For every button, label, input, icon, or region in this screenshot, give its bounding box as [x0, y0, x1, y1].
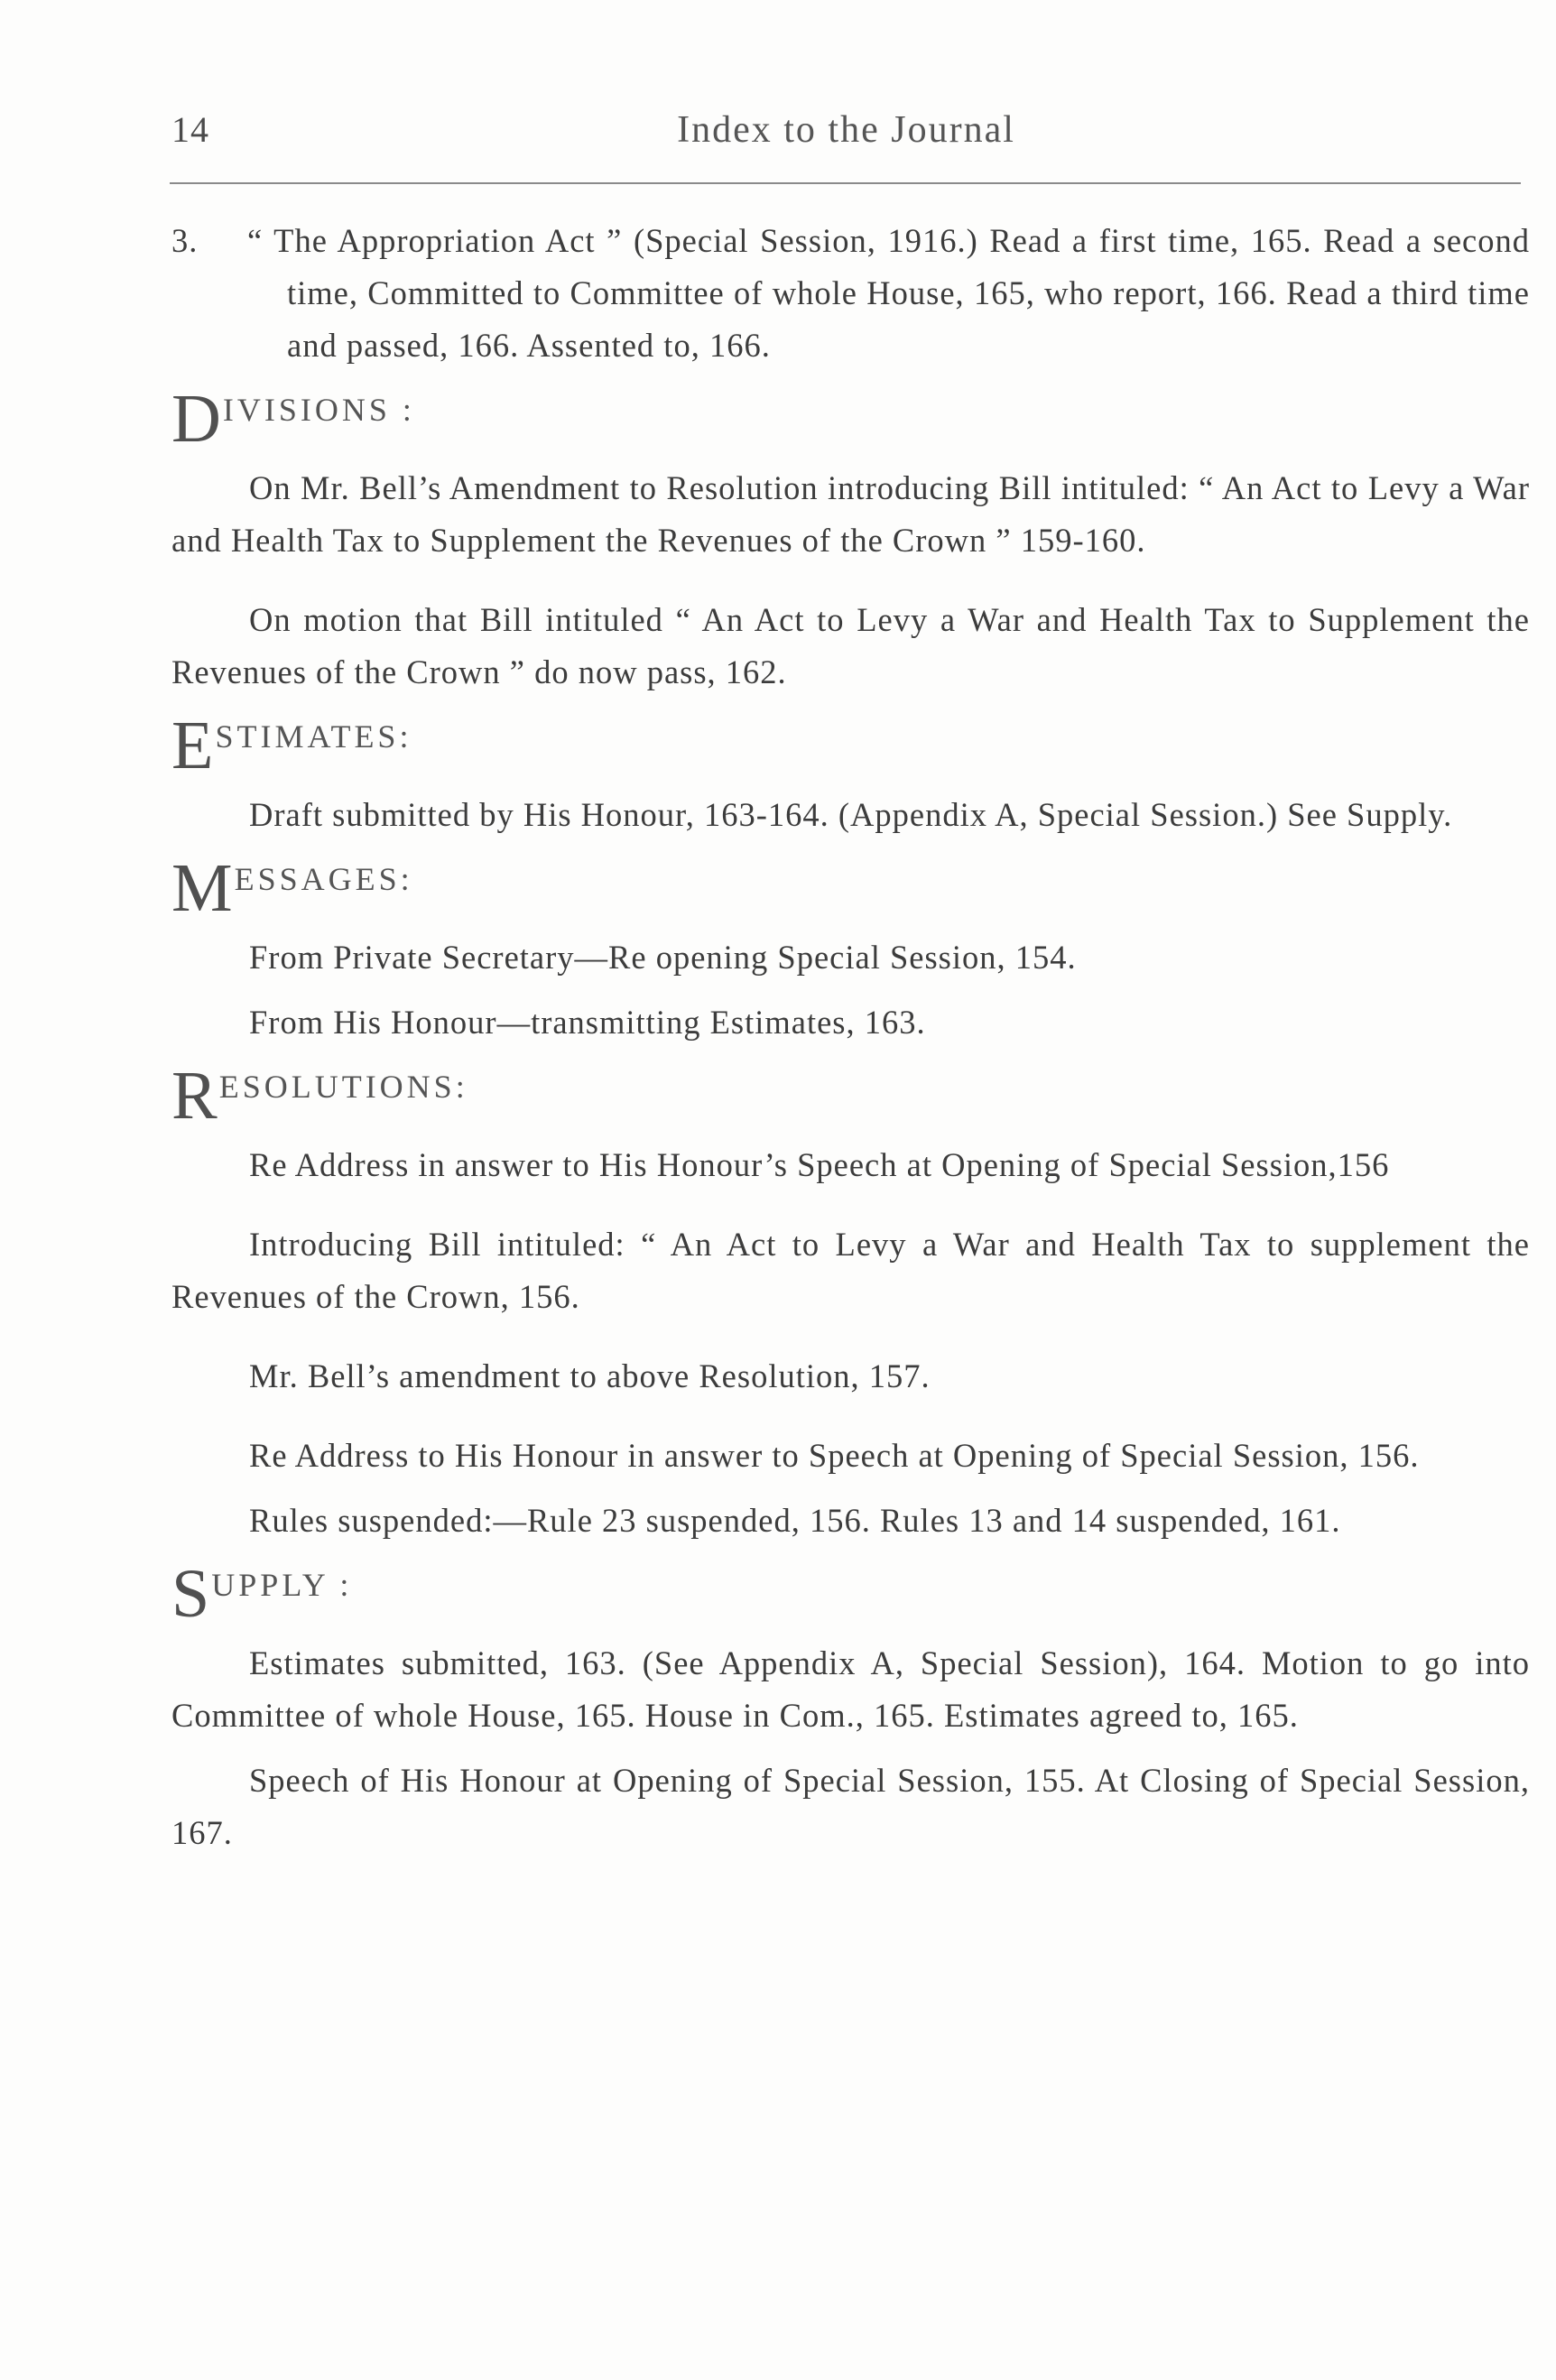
heading-initial: E — [171, 708, 214, 783]
bill-entry-text: “ The Appropriation Act ” (Special Session, 1916.) Read a first time, 165. Read a second time, Committed to Committee of whole House, 165, who report, 166. Read a third time and passed, 166. Assented to, 166. — [247, 222, 1530, 364]
heading-text: ESSAGES: — [234, 861, 413, 897]
page-header — [171, 108, 1521, 162]
section-heading-divisions — [171, 381, 1530, 457]
supply-entry: Speech of His Honour at Opening of Special Session, 155. At Closing of Special Session, 167. — [171, 1762, 1530, 1851]
heading-initial: S — [171, 1556, 210, 1632]
running-head: Index to the Journal — [677, 109, 1015, 151]
section-heading-resolutions — [171, 1058, 1530, 1134]
header-rule — [170, 182, 1521, 184]
divisions-entry: On Mr. Bell’s Amendment to Resolution introducing Bill intituled: “ An Act to Levy a War and Health Tax to Supplement the Revenues of the Crown ” 159-160. — [171, 469, 1530, 559]
section-heading-supply — [171, 1556, 1530, 1632]
heading-text: UPPLY : — [211, 1567, 353, 1603]
heading-text: IVISIONS : — [222, 392, 415, 428]
heading-initial: R — [171, 1058, 218, 1134]
bill-entry-number: 3. — [171, 222, 199, 259]
divisions-entry: On motion that Bill intituled “ An Act to Levy a War and Health Tax to Supplement the Revenues of the Crown ” do now pass, 162. — [171, 601, 1530, 690]
heading-text: STIMATES: — [215, 718, 412, 755]
messages-entry: From His Honour—transmitting Estimates, 163. — [249, 1004, 926, 1041]
messages-entry: From Private Secretary—Re opening Special Session, 154. — [249, 939, 1077, 976]
page-number: 14 — [171, 109, 209, 150]
section-heading-estimates — [171, 708, 1530, 783]
resolutions-entry: Re Address to His Honour in answer to Speech at Opening of Special Session, 156. — [249, 1437, 1420, 1474]
heading-initial: D — [171, 381, 221, 457]
heading-text: ESOLUTIONS: — [218, 1069, 468, 1105]
supply-entry: Estimates submitted, 163. (See Appendix A, Special Session), 164. Motion to go into Committee of whole House, 165. House in Com., 165. Estimates agreed to, 165. — [171, 1644, 1530, 1734]
resolutions-entry: Rules suspended:—Rule 23 suspended, 156. Rules 13 and 14 suspended, 161. — [249, 1502, 1341, 1539]
index-content — [171, 215, 1530, 1859]
section-heading-messages — [171, 850, 1530, 926]
resolutions-entry: Re Address in answer to His Honour’s Speech at Opening of Special Session,156 — [249, 1146, 1390, 1183]
resolutions-entry: Mr. Bell’s amendment to above Resolution, 157. — [249, 1357, 931, 1394]
bill-entry-3 — [171, 215, 1530, 372]
estimates-entry: Draft submitted by His Honour, 163-164. (Appendix A, Special Session.) See Supply. — [249, 796, 1453, 833]
heading-initial: M — [171, 850, 233, 926]
resolutions-entry: Introducing Bill intituled: “ An Act to Levy a War and Health Tax to supplement the Revenues of the Crown, 156. — [171, 1226, 1530, 1315]
